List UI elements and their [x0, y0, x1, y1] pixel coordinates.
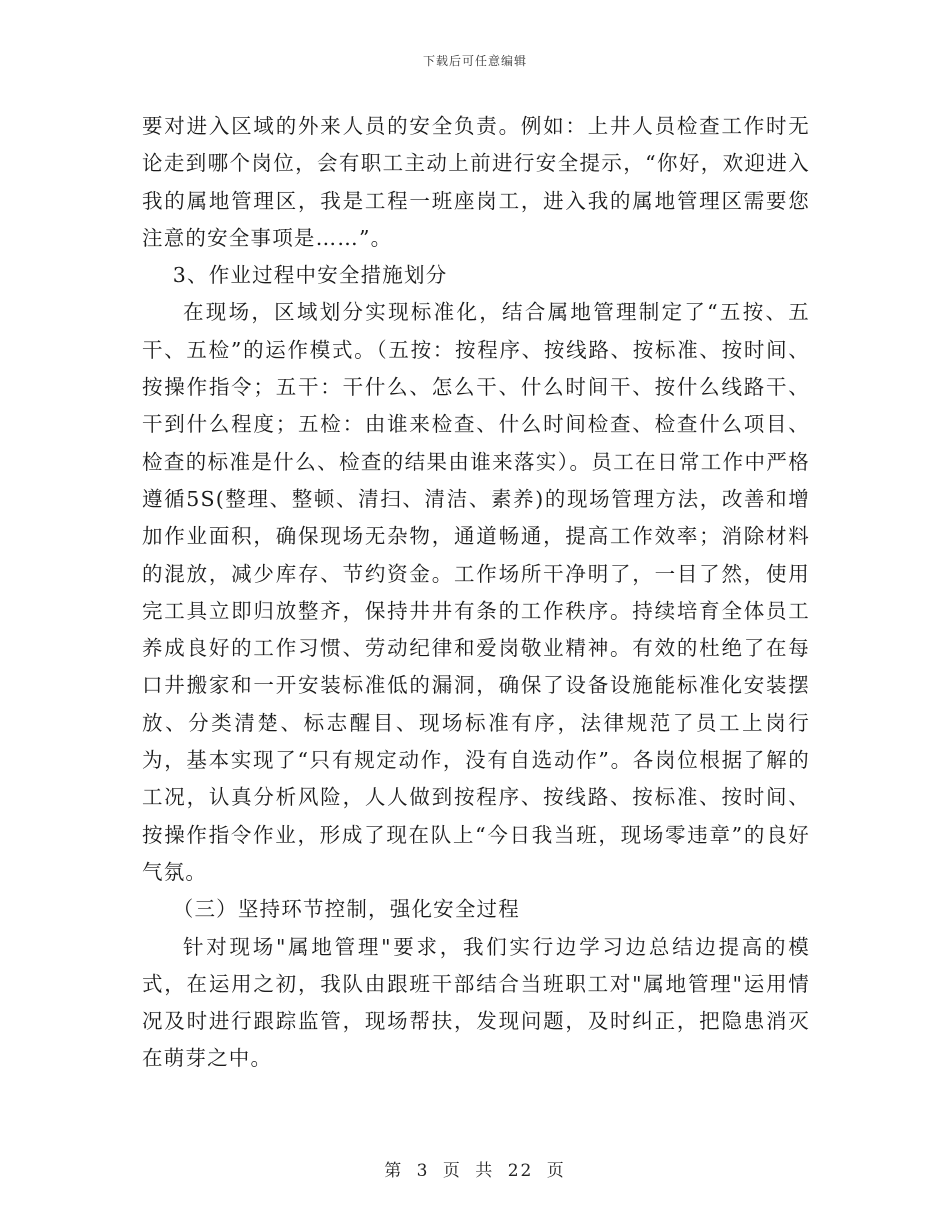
section-heading-safety-measures: 3、作业过程中安全措施划分 — [172, 263, 448, 288]
paragraph-safety-responsibility: 要对进入区域的外来人员的安全负责。例如：上井人员检查工作时无论走到哪个岗位，会有职工主动上前进行安全提示，“你好，欢迎进入我的属地管理区，我是工程一班座岗工，进入我的属地管理区需要您注意的安全事项是……”。 — [142, 114, 810, 250]
section-heading-process-control: （三）坚持环节控制，强化安全过程 — [172, 897, 520, 922]
paragraph-supervision: 针对现场"属地管理"要求，我们实行边学习边总结边提高的模式，在运用之初，我队由跟班干部结合当班职工对"属地管理"运用情况及时进行跟踪监管，现场帮扶，发现问题，及时纠正，把隐患消灭在萌芽之中。 — [142, 934, 810, 1071]
document-body — [142, 108, 810, 1078]
paragraph-standardization: 在现场，区域划分实现标准化，结合属地管理制定了“五按、五干、五检”的运作模式。（五按：按程序、按线路、按标准、按时间、按操作指令；五干：干什么、怎么干、什么时间干、按什么线路干、干到什么程度；五检：由谁来检查、什么时间检查、检查什么项目、检查的标准是什么、检查的结果由谁来落实）。员工在日常工作中严格遵循5S(整理、整顿、清扫、清洁、素养)的现场管理方法，改善和增加作业面积，确保现场无杂物，通道畅通，提高工作效率；消除材料的混放，减少库存、节约资金。工作场所干净明了，一目了然，使用完工具立即归放整齐，保持井井有条的工作秩序。持续培育全体员工养成良好的工作习惯、劳动纪律和爱岗敬业精神。有效的杜绝了在每口井搬家和一开安装标准低的漏洞，确保了设备设施能标准化安装摆放、分类清楚、标志醒目、现场标准有序，法律规范了员工上岗行为，基本实现了“只有规定动作，没有自选动作”。各岗位根据了解的工况，认真分析风险，人人做到按程序、按线路、按标准、按时间、按操作指令作业，形成了现在队上“今日我当班，现场零违章”的良好气氛。 — [142, 300, 810, 884]
page-number: 第 3 页 共 22 页 — [384, 1161, 566, 1181]
page-header: 下载后可任意编辑 — [422, 54, 527, 68]
